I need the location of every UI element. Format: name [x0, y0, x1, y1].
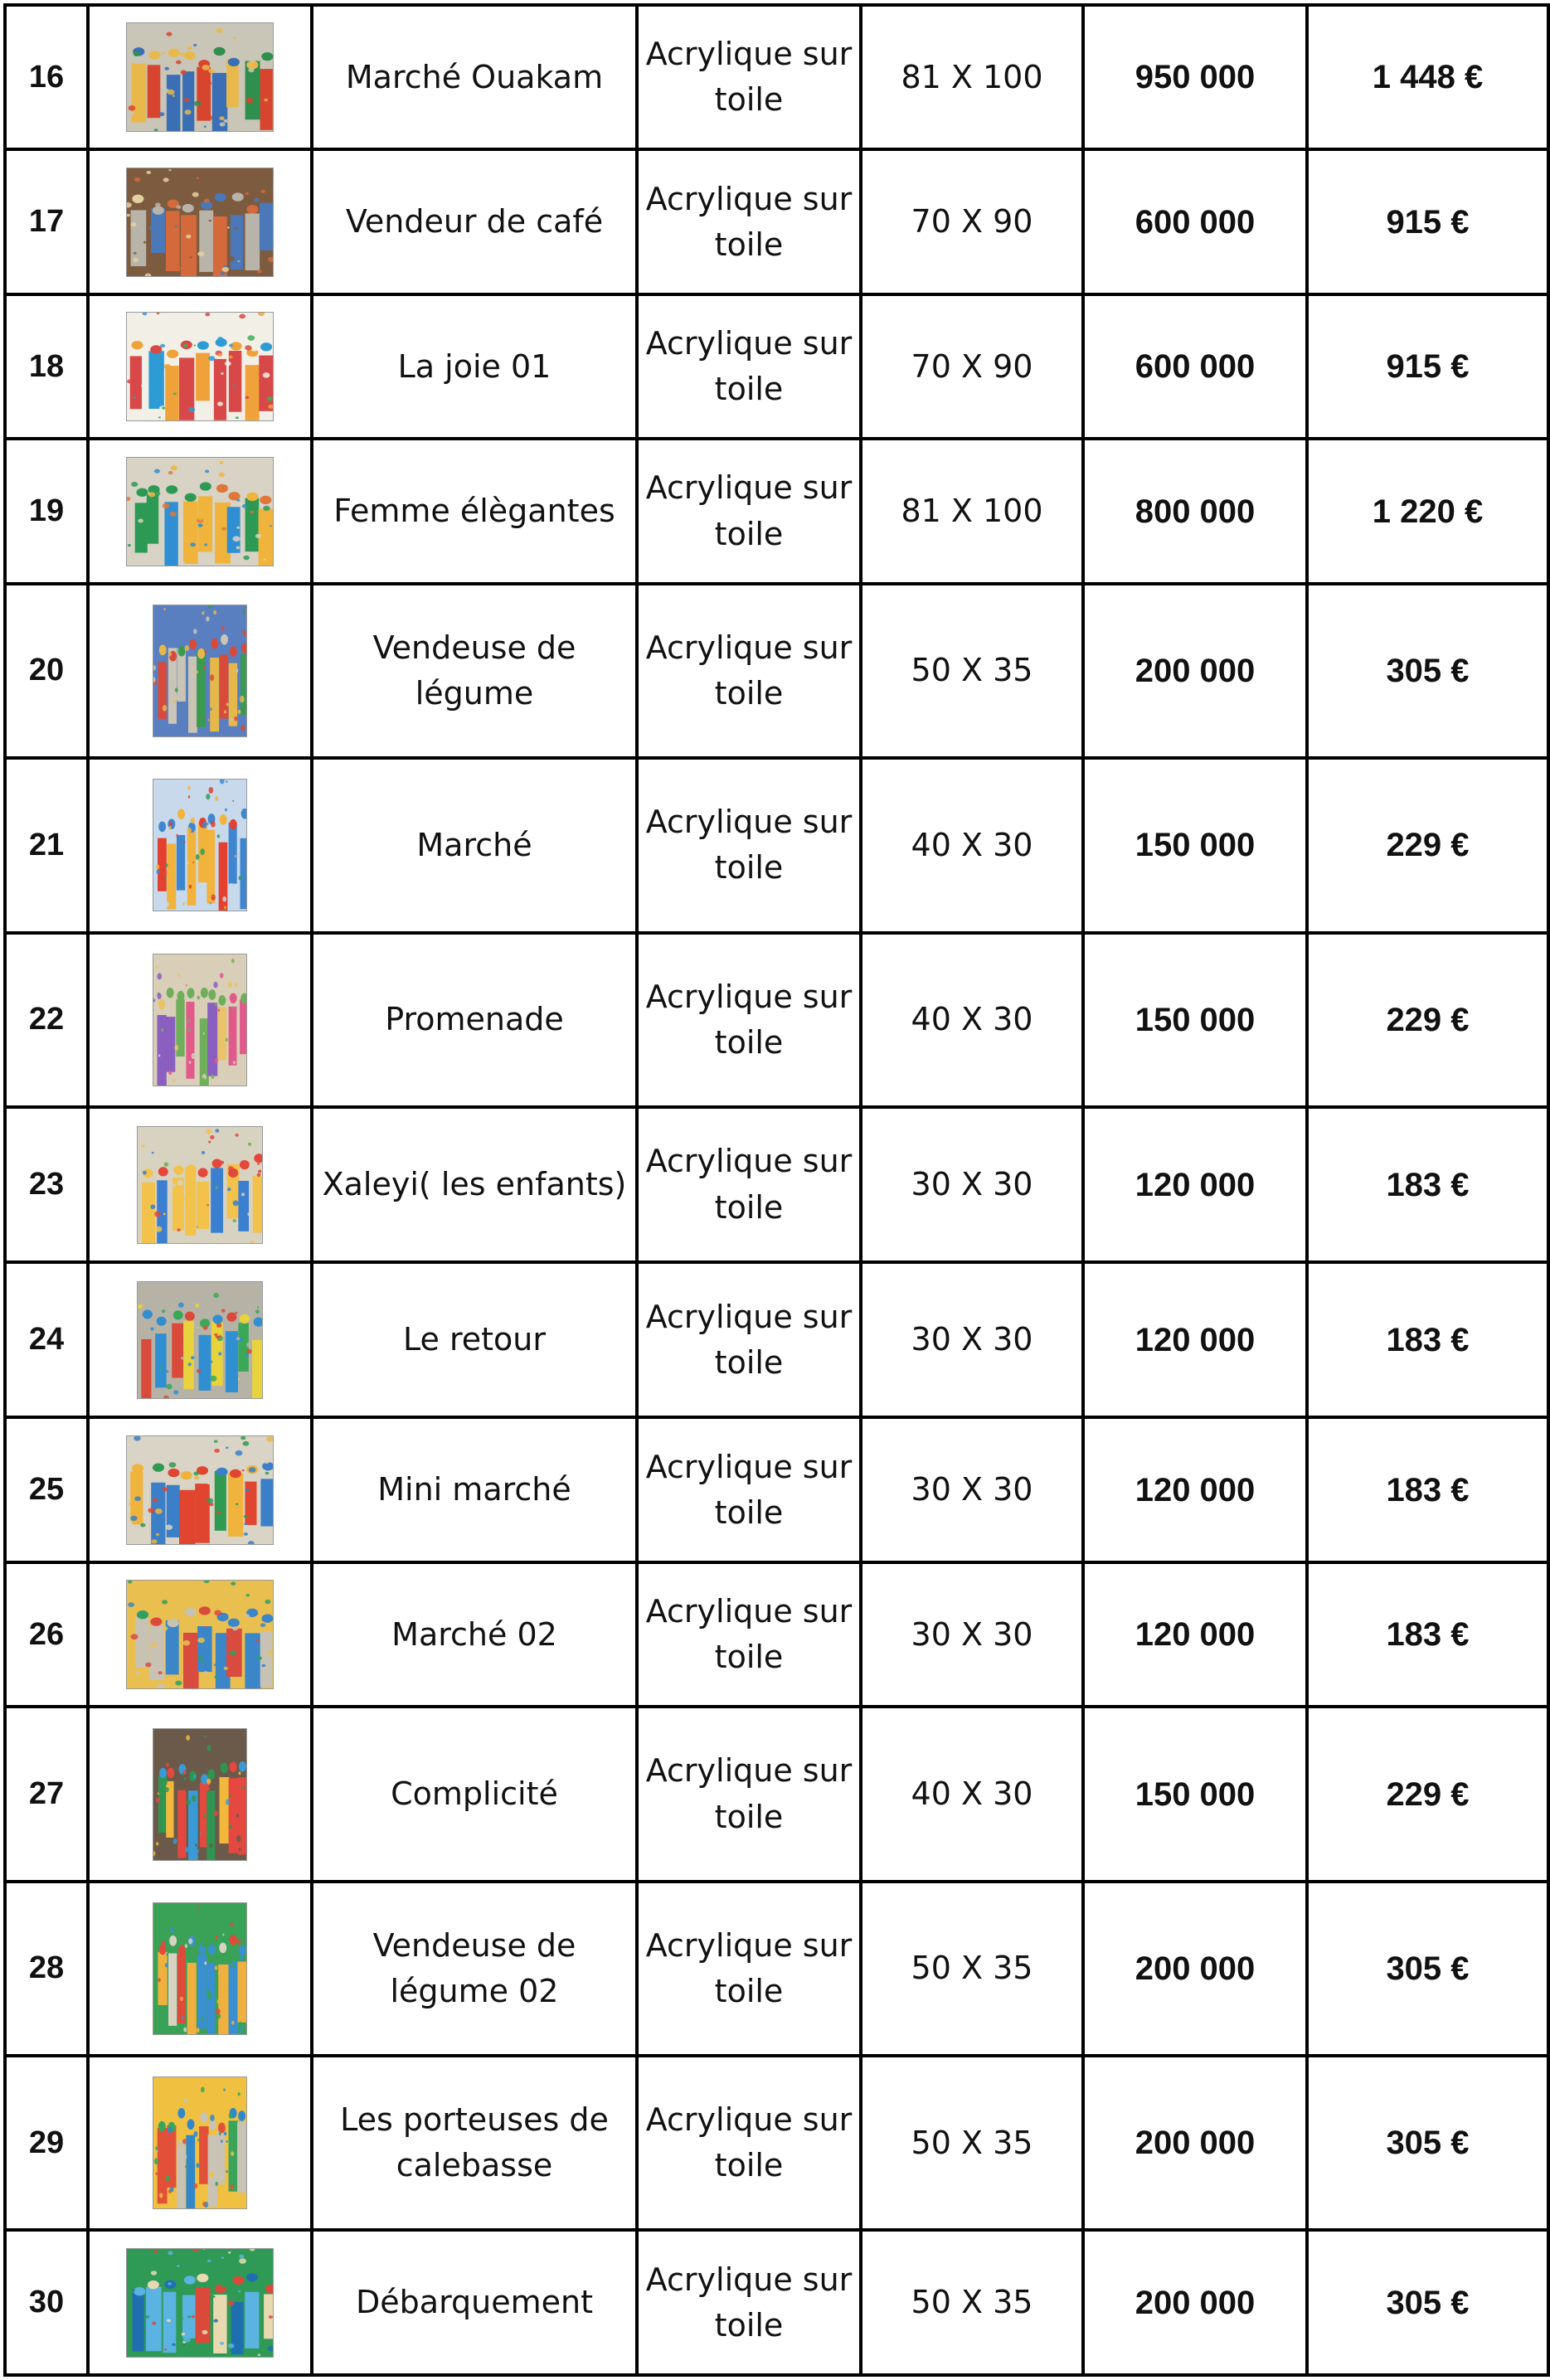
artwork-number: 27 [5, 1707, 88, 1881]
artwork-title: Femme élègantes [312, 439, 637, 583]
artwork-title: Complicité [312, 1707, 637, 1881]
artwork-title: Vendeuse de légume 02 [312, 1882, 637, 2056]
artwork-price-cfa: 200 000 [1083, 584, 1307, 758]
artwork-thumbnail-image [126, 2248, 274, 2358]
artwork-thumbnail-image [137, 1126, 263, 1244]
table-row [5, 933, 1548, 1107]
artwork-number: 26 [5, 1562, 88, 1707]
artwork-medium: Acrylique sur toile [637, 5, 861, 149]
artwork-price-eur: 305 € [1307, 1882, 1548, 2056]
artwork-medium: Acrylique sur toile [637, 1107, 861, 1262]
artwork-dimensions: 30 X 30 [861, 1107, 1083, 1262]
artwork-thumbnail-image [126, 22, 274, 132]
artwork-thumbnail-cell [88, 294, 312, 439]
artwork-price-cfa: 200 000 [1083, 2230, 1307, 2375]
artwork-thumbnail-cell [88, 1262, 312, 1417]
artwork-thumbnail-cell [88, 2230, 312, 2375]
artwork-thumbnail-cell [88, 1882, 312, 2056]
artwork-dimensions: 70 X 90 [861, 294, 1083, 439]
artwork-title: Le retour [312, 1262, 637, 1417]
artwork-thumbnail-cell [88, 1707, 312, 1881]
artwork-thumbnail-cell [88, 1562, 312, 1707]
table-row [5, 1417, 1548, 1562]
artwork-number: 30 [5, 2230, 88, 2375]
artwork-title: Marché Ouakam [312, 5, 637, 149]
table-row [5, 584, 1548, 758]
artwork-number: 17 [5, 149, 88, 294]
artwork-price-eur: 915 € [1307, 149, 1548, 294]
artwork-price-cfa: 950 000 [1083, 5, 1307, 149]
artwork-medium: Acrylique sur toile [637, 2056, 861, 2230]
artwork-number: 22 [5, 933, 88, 1107]
artwork-thumbnail-cell [88, 584, 312, 758]
artwork-thumbnail-cell [88, 758, 312, 932]
artwork-medium: Acrylique sur toile [637, 1262, 861, 1417]
table-body [5, 5, 1548, 2375]
artwork-thumbnail-image [126, 1435, 274, 1545]
artwork-thumbnail-image [153, 954, 247, 1086]
table-row [5, 5, 1548, 149]
artwork-dimensions: 81 X 100 [861, 439, 1083, 583]
artwork-dimensions: 50 X 35 [861, 1882, 1083, 2056]
artwork-thumbnail-image [153, 2076, 247, 2209]
artwork-thumbnail-cell [88, 5, 312, 149]
artwork-title: Marché [312, 758, 637, 932]
artwork-price-eur: 229 € [1307, 1707, 1548, 1881]
artwork-medium: Acrylique sur toile [637, 2230, 861, 2375]
artwork-price-table [3, 3, 1550, 2377]
artwork-medium: Acrylique sur toile [637, 1562, 861, 1707]
artwork-dimensions: 81 X 100 [861, 5, 1083, 149]
artwork-price-eur: 305 € [1307, 2230, 1548, 2375]
artwork-thumbnail-image [153, 779, 247, 911]
artwork-price-cfa: 120 000 [1083, 1562, 1307, 1707]
artwork-price-eur: 1 220 € [1307, 439, 1548, 583]
artwork-price-cfa: 150 000 [1083, 933, 1307, 1107]
artwork-title: Débarquement [312, 2230, 637, 2375]
artwork-title: Les porteuses de calebasse [312, 2056, 637, 2230]
artwork-title: Mini marché [312, 1417, 637, 1562]
artwork-price-cfa: 600 000 [1083, 149, 1307, 294]
artwork-price-eur: 305 € [1307, 584, 1548, 758]
artwork-dimensions: 50 X 35 [861, 584, 1083, 758]
table-row [5, 294, 1548, 439]
table-row [5, 1262, 1548, 1417]
artwork-number: 18 [5, 294, 88, 439]
artwork-price-eur: 1 448 € [1307, 5, 1548, 149]
artwork-medium: Acrylique sur toile [637, 584, 861, 758]
artwork-price-cfa: 800 000 [1083, 439, 1307, 583]
artwork-price-eur: 915 € [1307, 294, 1548, 439]
artwork-medium: Acrylique sur toile [637, 1417, 861, 1562]
artwork-title: Vendeuse de légume [312, 584, 637, 758]
artwork-price-cfa: 120 000 [1083, 1262, 1307, 1417]
artwork-medium: Acrylique sur toile [637, 149, 861, 294]
artwork-thumbnail-image [137, 1281, 263, 1399]
table-row [5, 2230, 1548, 2375]
table-row [5, 149, 1548, 294]
artwork-thumbnail-cell [88, 439, 312, 583]
artwork-price-cfa: 200 000 [1083, 2056, 1307, 2230]
table-row [5, 439, 1548, 583]
artwork-thumbnail-cell [88, 2056, 312, 2230]
artwork-thumbnail-image [126, 168, 274, 277]
artwork-thumbnail-cell [88, 933, 312, 1107]
artwork-price-eur: 229 € [1307, 758, 1548, 932]
table-row [5, 1707, 1548, 1881]
artwork-title: Xaleyi( les enfants) [312, 1107, 637, 1262]
artwork-dimensions: 30 X 30 [861, 1262, 1083, 1417]
artwork-number: 16 [5, 5, 88, 149]
artwork-price-eur: 183 € [1307, 1562, 1548, 1707]
artwork-medium: Acrylique sur toile [637, 1707, 861, 1881]
artwork-medium: Acrylique sur toile [637, 758, 861, 932]
artwork-thumbnail-cell [88, 1107, 312, 1262]
artwork-medium: Acrylique sur toile [637, 294, 861, 439]
artwork-thumbnail-image [126, 1580, 274, 1689]
table-row [5, 1107, 1548, 1262]
artwork-thumbnail-image [126, 457, 274, 566]
artwork-price-eur: 183 € [1307, 1417, 1548, 1562]
artwork-number: 28 [5, 1882, 88, 2056]
artwork-price-eur: 183 € [1307, 1107, 1548, 1262]
artwork-thumbnail-image [153, 605, 247, 737]
artwork-medium: Acrylique sur toile [637, 933, 861, 1107]
artwork-dimensions: 30 X 30 [861, 1417, 1083, 1562]
artwork-number: 25 [5, 1417, 88, 1562]
artwork-dimensions: 30 X 30 [861, 1562, 1083, 1707]
artwork-thumbnail-cell [88, 1417, 312, 1562]
artwork-price-eur: 229 € [1307, 933, 1548, 1107]
table-row [5, 758, 1548, 932]
artwork-dimensions: 40 X 30 [861, 1707, 1083, 1881]
artwork-number: 24 [5, 1262, 88, 1417]
artwork-price-cfa: 150 000 [1083, 1707, 1307, 1881]
artwork-dimensions: 70 X 90 [861, 149, 1083, 294]
table-row [5, 1562, 1548, 1707]
table-row [5, 1882, 1548, 2056]
artwork-price-cfa: 120 000 [1083, 1417, 1307, 1562]
artwork-thumbnail-cell [88, 149, 312, 294]
artwork-price-cfa: 600 000 [1083, 294, 1307, 439]
artwork-dimensions: 50 X 35 [861, 2056, 1083, 2230]
artwork-title: Marché 02 [312, 1562, 637, 1707]
artwork-dimensions: 50 X 35 [861, 2230, 1083, 2375]
artwork-medium: Acrylique sur toile [637, 439, 861, 583]
table-row [5, 2056, 1548, 2230]
artwork-price-cfa: 150 000 [1083, 758, 1307, 932]
artwork-price-eur: 305 € [1307, 2056, 1548, 2230]
artwork-number: 21 [5, 758, 88, 932]
artwork-price-cfa: 200 000 [1083, 1882, 1307, 2056]
artwork-dimensions: 40 X 30 [861, 758, 1083, 932]
artwork-thumbnail-image [126, 312, 274, 421]
artwork-number: 29 [5, 2056, 88, 2230]
artwork-thumbnail-image [153, 1728, 247, 1861]
artwork-price-eur: 183 € [1307, 1262, 1548, 1417]
artwork-medium: Acrylique sur toile [637, 1882, 861, 2056]
artwork-number: 23 [5, 1107, 88, 1262]
artwork-number: 19 [5, 439, 88, 583]
artwork-title: La joie 01 [312, 294, 637, 439]
artwork-price-cfa: 120 000 [1083, 1107, 1307, 1262]
artwork-thumbnail-image [153, 1902, 247, 2035]
artwork-title: Promenade [312, 933, 637, 1107]
artwork-dimensions: 40 X 30 [861, 933, 1083, 1107]
artwork-number: 20 [5, 584, 88, 758]
artwork-title: Vendeur de café [312, 149, 637, 294]
